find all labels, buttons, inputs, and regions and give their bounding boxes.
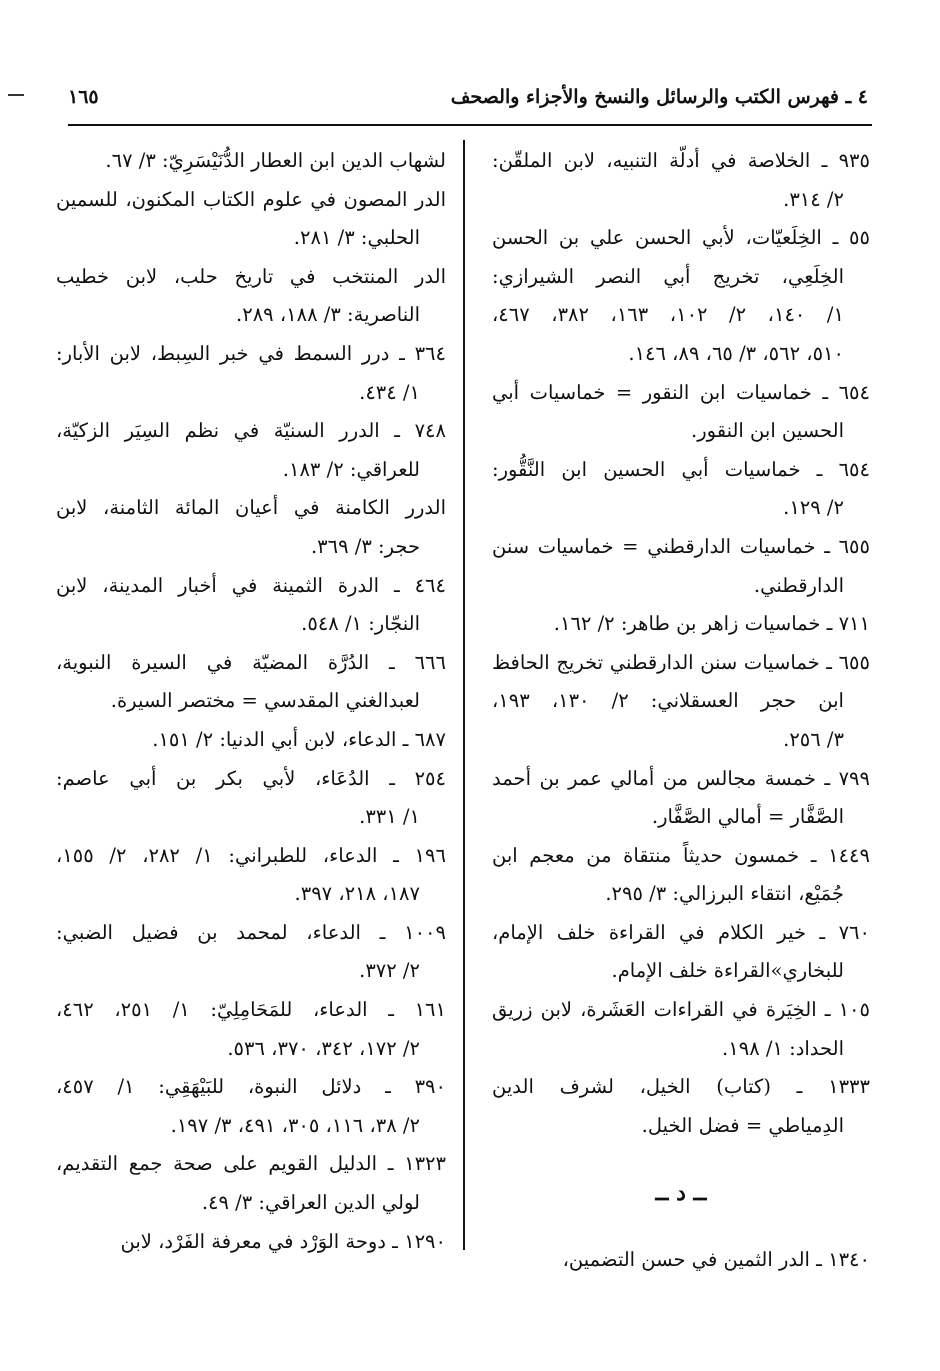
index-entry: [56, 181, 446, 258]
entry-line: ٦٥٥ ـ خماسيات الدارقطني = خماسيات سنن: [492, 534, 870, 558]
entry-line: الدارقطني.: [753, 573, 844, 597]
entry-line: ٦٥٤ ـ خماسيات ابن النقور = خماسيات أبي: [492, 380, 870, 404]
left-column: [56, 142, 446, 1261]
entry-line: ١٣٤٠ ـ الدر الثمين في حسن التضمين،: [562, 1248, 870, 1272]
index-entry: [492, 644, 870, 760]
header-rule: [68, 124, 872, 126]
index-entry: [492, 451, 870, 528]
entry-line: ٢/ ٣٧٢.: [359, 959, 420, 983]
margin-mark: [8, 94, 24, 96]
entry-line: الخِلَعِي، تخريج أبي النصر الشيرازي:: [492, 264, 844, 288]
index-entry: [56, 1223, 446, 1262]
entry-line: ١٩٦ ـ الدعاء، للطبراني: ١/ ٢٨٢، ٢/ ١٥٥،: [56, 843, 446, 867]
index-entry: [492, 1241, 870, 1280]
entry-line: ٧٩٩ ـ خمسة مجالس من أمالي عمر بن أحمد: [492, 766, 870, 790]
entry-line: ١/ ٤٣٤.: [359, 380, 420, 404]
entry-line: الدر المصون في علوم الكتاب المكنون، للسمين: [56, 187, 446, 211]
index-entry: [56, 837, 446, 914]
index-entry: [56, 1145, 446, 1222]
entry-line: الحسين ابن النقور.: [691, 419, 844, 443]
index-entry: [56, 258, 446, 335]
entry-line: ١/ ٣٣١.: [359, 805, 420, 829]
index-entry: [492, 605, 870, 644]
index-entry: [56, 914, 446, 991]
entry-line: ٣٩٠ ـ دلائل النبوة، للبَيْهَقِي: ١/ ٤٥٧،: [56, 1075, 446, 1099]
index-entry: [56, 991, 446, 1068]
entry-line: ٢٥٤ ـ الدُعَاء، لأبي بكر بن أبي عاصم:: [56, 766, 446, 790]
index-entry: [492, 1068, 870, 1145]
entry-line: الدر المنتخب في تاريخ حلب، لابن خطيب: [56, 264, 446, 288]
index-entry: [492, 914, 870, 991]
entry-line: ١٨٧، ٢١٨، ٣٩٧.: [294, 882, 420, 906]
entry-line: ١٢٩٠ ـ دوحة الوَرْد في معرفة الفَرْد، لابن: [120, 1229, 446, 1253]
section-letter-heading: [492, 1145, 870, 1241]
entry-line: للبخاري»القراءة خلف الإمام.: [611, 959, 844, 983]
entry-line: لعبدالغني المقدسي = مختصر السيرة.: [110, 689, 420, 713]
entry-line: ٦٦٦ ـ الدُرَّة المضيّة في السيرة النبوية،: [56, 650, 446, 674]
entry-line: ١٠٥ ـ الخِيَرة في القراءات العَشَرة، لابن زريق: [492, 998, 870, 1022]
running-header-title: ٤ ـ فهرس الكتب والرسائل والنسخ والأجزاء والصحف: [450, 86, 868, 108]
entry-line: ٥١٠، ٥٦٢، ٣/ ٦٥، ٨٩، ١٤٦.: [628, 341, 844, 365]
entry-line: ٣/ ٢٥٦.: [783, 727, 844, 751]
entry-line: ٢/ ١٧٢، ٣٤٢، ٣٧٠، ٥٣٦.: [227, 1036, 420, 1060]
entry-line: الصَّفَّار = أمالي الصَّفَّار.: [651, 805, 844, 829]
entry-line: ٩٣٥ ـ الخلاصة في أدلّة التنبيه، لابن الملقّن:: [492, 149, 870, 172]
index-entry: [56, 567, 446, 644]
index-entry: [492, 837, 870, 914]
entry-line: لولي الدين العراقي: ٣/ ٤٩.: [201, 1191, 420, 1215]
entry-line: ٧٤٨ ـ الدرر السنيّة في نظم السِيَر الزكيّة،: [56, 419, 446, 443]
entry-line: ٧٦٠ ـ خير الكلام في القراءة خلف الإمام،: [492, 920, 870, 944]
entry-line: حجر: ٣/ ٣٦٩.: [310, 534, 420, 558]
index-entry: [492, 374, 870, 451]
entry-line: ٤٦٤ ـ الدرة الثمينة في أخبار المدينة، لابن: [56, 573, 446, 597]
entry-line: ٧١١ ـ خماسيات زاهر بن طاهر: ٢/ ١٦٢.: [553, 612, 870, 636]
entry-line: ١٣٢٣ ـ الدليل القويم على صحة جمع التقديم،: [56, 1152, 446, 1176]
index-entry: [492, 142, 870, 219]
entry-line: ٥٥ ـ الخِلَعيّات، لأبي الحسن علي بن الحسن: [492, 226, 870, 250]
index-entry: [492, 219, 870, 373]
index-entry: [492, 760, 870, 837]
index-entry: [56, 1068, 446, 1145]
index-entry: [56, 335, 446, 412]
index-entry: [56, 721, 446, 760]
index-entry: [56, 644, 446, 721]
entry-line: الدرر الكامنة في أعيان المائة الثامنة، لابن: [56, 496, 446, 520]
entry-line: ١٣٣٣ ـ (كتاب) الخيل، لشرف الدين: [492, 1075, 870, 1099]
index-entry: [492, 528, 870, 605]
entry-line: ٢/ ٣١٤.: [783, 187, 844, 211]
right-column: [492, 142, 870, 1280]
entry-line: الحداد: ١/ ١٩٨.: [722, 1036, 844, 1060]
entry-line: ٦٥٥ ـ خماسيات سنن الدارقطني تخريج الحافظ: [492, 650, 870, 674]
entry-line: الدِمياطي = فضل الخيل.: [641, 1113, 844, 1137]
entry-line: ١٦١ ـ الدعاء، للمَحَامِلِيّ: ١/ ٢٥١، ٤٦٢،: [56, 998, 446, 1022]
entry-line: للعراقي: ٢/ ١٨٣.: [282, 457, 420, 481]
index-entry: [56, 412, 446, 489]
entry-line: ٢/ ١٢٩.: [783, 496, 844, 520]
page-number: ١٦٥: [68, 86, 99, 108]
entry-line: لشهاب الدين ابن العطار الدُّنَيْسَرِيّ: ٣/ ٦٧.: [105, 149, 446, 172]
entry-line: ٦٥٤ ـ خماسيات أبي الحسين ابن النَّقُّور:: [492, 457, 870, 481]
entry-line: ١٤٤٩ ـ خمسون حديثاً منتقاة من معجم ابن: [492, 843, 870, 867]
index-entry: [56, 760, 446, 837]
entry-line: ٦٨٧ ـ الدعاء، لابن أبي الدنيا: ٢/ ١٥١.: [152, 727, 446, 751]
index-entry: [56, 489, 446, 566]
entry-line: ١٠٠٩ ـ الدعاء، لمحمد بن فضيل الضبي:: [56, 920, 446, 944]
entry-line: الناصرية: ٣/ ١٨٨، ٢٨٩.: [236, 303, 420, 327]
entry-line: ١/ ١٤٠، ٢/ ١٠٢، ١٦٣، ٣٨٢، ٤٦٧،: [492, 303, 844, 327]
section-heading-text: ــ د ــ: [655, 1180, 707, 1207]
entry-line: ابن حجر العسقلاني: ٢/ ١٣٠، ١٩٣،: [492, 689, 844, 713]
index-entry: [56, 142, 446, 181]
entry-line: الحلبي: ٣/ ٢٨١.: [293, 226, 420, 250]
column-divider: [463, 140, 465, 1250]
entry-line: ٢/ ٣٨، ١١٦، ٣٠٥، ٤٩١، ٣/ ١٩٧.: [170, 1113, 420, 1137]
index-entry: [492, 991, 870, 1068]
entry-line: جُمَيْع، انتقاء البرزالي: ٣/ ٢٩٥.: [605, 882, 844, 906]
entry-line: ٣٦٤ ـ درر السمط في خبر السِبط، لابن الأبار:: [56, 341, 446, 365]
entry-line: النجّار: ١/ ٥٤٨.: [301, 612, 420, 636]
